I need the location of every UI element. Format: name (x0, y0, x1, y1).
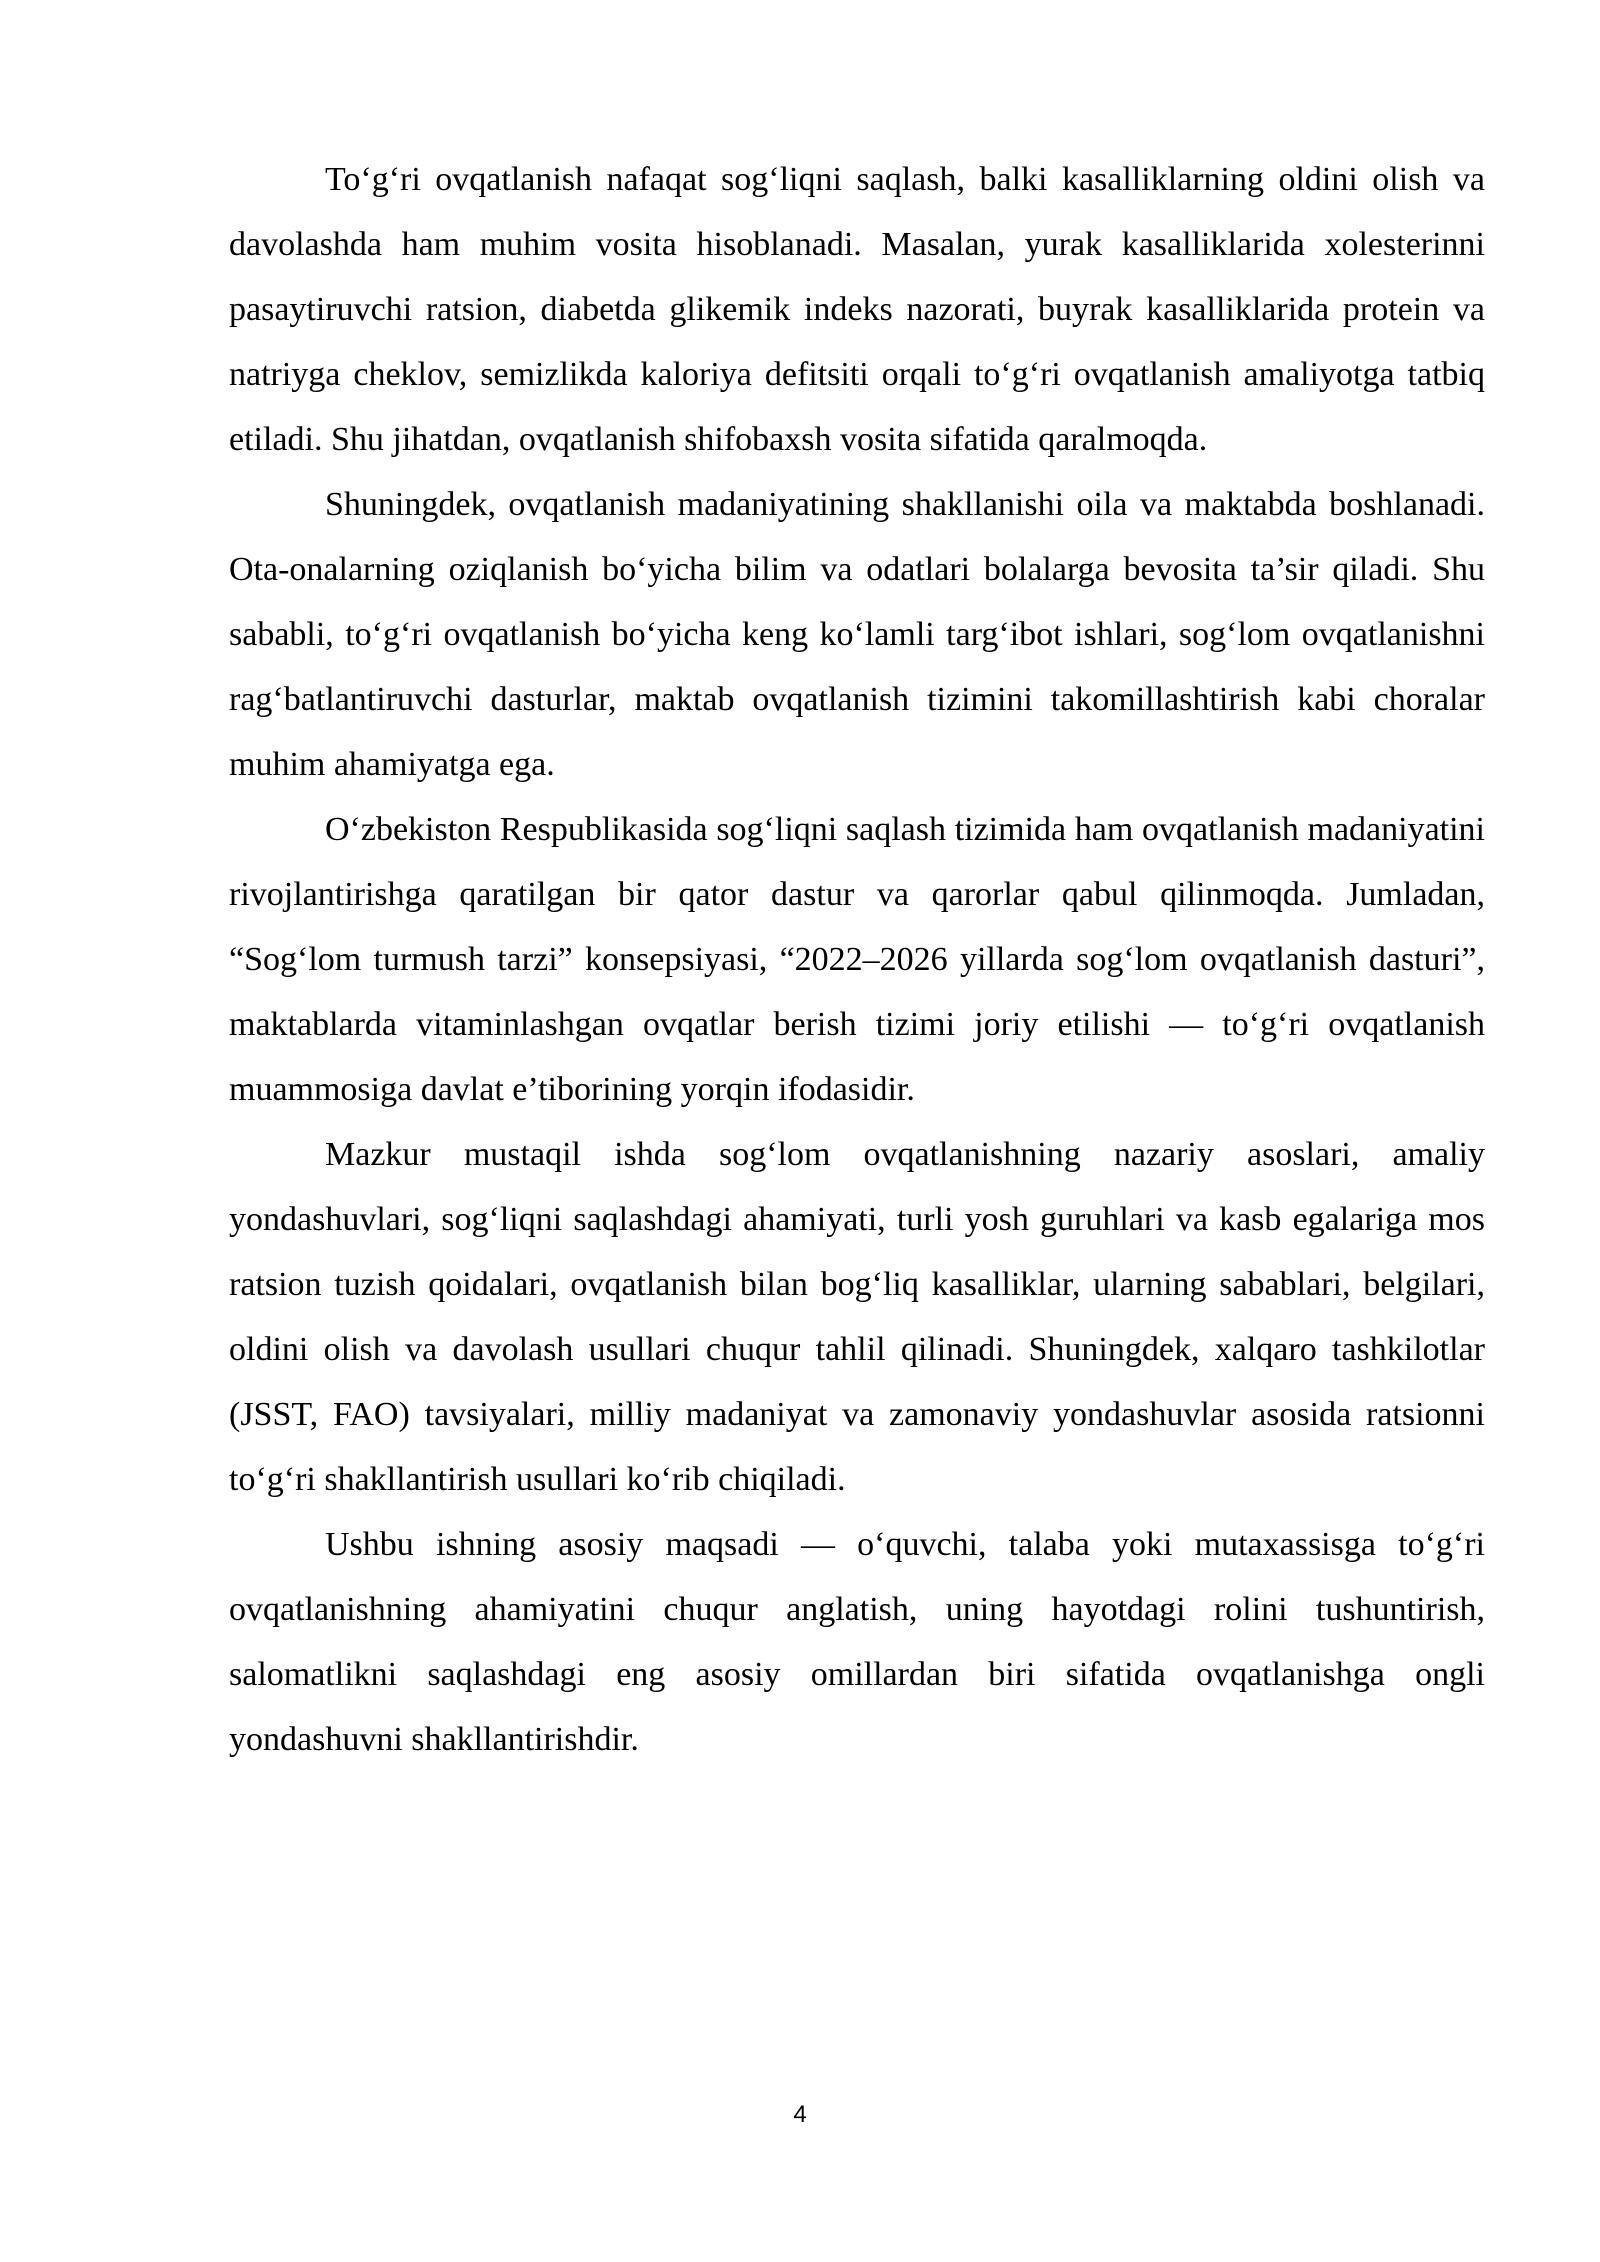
paragraph: O‘zbekiston Respublikasida sog‘liqni saqlash tizimida ham ovqatlanish madaniyatini rivojlantirishga qaratilgan bir qator dastur va qarorlar qabul qilinmoqda. Jumladan, “Sog‘lom turmush tarzi” konsepsiyasi, “2022–2026 yillarda sog‘lom ovqatlanish dasturi”, maktablarda vitaminlashgan ovqatlar berish tizimi joriy etilishi — to‘g‘ri ovqatlanish muammosiga davlat e’tiborining yorqin ifodasidir. (229, 811, 1485, 1108)
paragraph: Mazkur mustaqil ishda sog‘lom ovqatlanishning nazariy asoslari, amaliy yondashuvlari, sog‘liqni saqlashdagi ahamiyati, turli yosh guruhlari va kasb egalariga mos ratsion tuzish qoidalari, ovqatlanish bilan bog‘liq kasalliklar, ularning sabablari, belgilari, oldini olish va davolash usullari chuqur tahlil qilinadi. Shuningdek, xalqaro tashkilotlar (JSST, FAO) tavsiyalari, milliy madaniyat va zamonaviy yondashuvlar asosida ratsionni to‘g‘ri shakllantirish usullari ko‘rib chiqiladi. (229, 1136, 1485, 1498)
paragraph: Ushbu ishning asosiy maqsadi — o‘quvchi, talaba yoki mutaxassisga to‘g‘ri ovqatlanishning ahamiyatini chuqur anglatish, uning hayotdagi rolini tushuntirish, salomatlikni saqlashdagi eng asosiy omillardan biri sifatida ovqatlanishga ongli yondashuvni shakllantirishdir. (229, 1526, 1485, 1758)
document-body (229, 147, 1485, 1772)
page-number: 4 (793, 2101, 807, 2128)
paragraph: To‘g‘ri ovqatlanish nafaqat sog‘liqni saqlash, balki kasalliklarning oldini olish va davolashda ham muhim vosita hisoblanadi. Masalan, yurak kasalliklarida xolesterinni pasaytiruvchi ratsion, diabetda glikemik indeks nazorati, buyrak kasalliklarida protein va natriyga cheklov, semizlikda kaloriya defitsiti orqali to‘g‘ri ovqatlanish amaliyotga tatbiq etiladi. Shu jihatdan, ovqatlanish shifobaxsh vosita sifatida qaralmoqda. (229, 161, 1485, 458)
paragraph: Shuningdek, ovqatlanish madaniyatining shakllanishi oila va maktabda boshlanadi. Ota-onalarning oziqlanish bo‘yicha bilim va odatlari bolalarga bevosita ta’sir qiladi. Shu sababli, to‘g‘ri ovqatlanish bo‘yicha keng ko‘lamli targ‘ibot ishlari, sog‘lom ovqatlanishni rag‘batlantiruvchi dasturlar, maktab ovqatlanish tizimini takomillashtirish kabi choralar muhim ahamiyatga ega. (229, 486, 1485, 783)
